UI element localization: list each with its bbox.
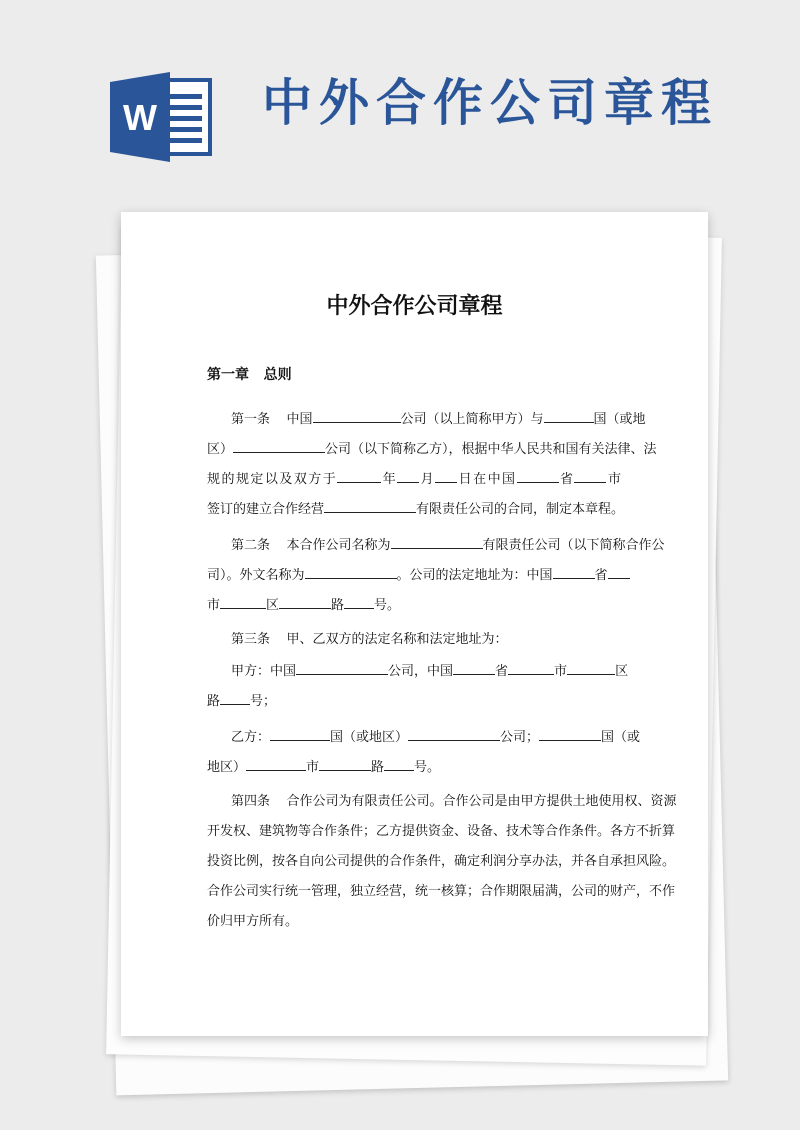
- text-segment: 签订的建立合作经营: [207, 502, 325, 517]
- text-segment: 市: [606, 472, 621, 487]
- fill-in-blank: [397, 468, 419, 483]
- text-segment: 省: [594, 568, 608, 583]
- fill-in-blank: [270, 726, 330, 741]
- fill-in-blank: [337, 468, 381, 483]
- article-4-line-2: [207, 822, 676, 842]
- text-segment: 国（或地区）: [330, 730, 409, 745]
- text-segment: 公司（以下简称乙方），根据中华人民共和国有关法律、法: [325, 442, 657, 457]
- article-4-line-3: [207, 852, 676, 872]
- document-title: 中外合作公司章程: [326, 294, 503, 319]
- text-segment: 第三条 甲、乙双方的法定名称和法定地址为：: [231, 632, 508, 647]
- header-title: 中外合作公司章程: [262, 74, 718, 132]
- fill-in-blank: [544, 408, 594, 423]
- fill-in-blank: [574, 468, 606, 483]
- fill-in-blank: [296, 660, 388, 675]
- text-segment: 有限责任公司（以下简称合作公: [482, 538, 665, 553]
- article-1-line-3: [207, 468, 621, 488]
- text-segment: 地区）: [207, 760, 247, 775]
- fill-in-blank: [319, 756, 371, 771]
- fill-in-blank: [567, 660, 615, 675]
- text-segment: 年: [381, 472, 398, 487]
- text-segment: 公司（以上简称甲方）与: [400, 412, 544, 427]
- article-2-line-3: [207, 594, 621, 614]
- fill-in-blank: [453, 660, 495, 675]
- fill-in-blank: [279, 594, 331, 609]
- article-3-line-5: [207, 756, 621, 776]
- fill-in-blank: [324, 498, 416, 513]
- text-segment: 月: [419, 472, 436, 487]
- text-segment: 第四条 合作公司为有限责任公司。合作公司是由甲方提供土地使用权、资源: [231, 794, 677, 809]
- fill-in-blank: [517, 468, 559, 483]
- fill-in-blank: [435, 468, 457, 483]
- text-segment: 投资比例，按各自向公司提供的合作条件，确定利润分享办法，并各自承担风险。: [207, 854, 676, 869]
- text-segment: 第一条 中国: [231, 412, 313, 427]
- fill-in-blank: [539, 726, 601, 741]
- fill-in-blank: [220, 594, 266, 609]
- text-segment: 甲方：中国: [231, 664, 297, 679]
- text-segment: 第二条 本合作公司名称为: [231, 538, 391, 553]
- article-3-line-4: [231, 726, 641, 746]
- fill-in-blank: [408, 726, 500, 741]
- document-page: [121, 212, 708, 1036]
- text-segment: 号；: [250, 694, 277, 709]
- text-segment: 司）。外文名称为: [207, 568, 305, 583]
- text-segment: 省: [495, 664, 509, 679]
- text-segment: 日在中国: [457, 472, 517, 487]
- article-1-line-4: [207, 498, 625, 518]
- text-segment: 路: [207, 694, 221, 709]
- article-1-line-1: [231, 408, 646, 428]
- text-segment: 省: [558, 472, 575, 487]
- fill-in-blank: [553, 564, 595, 579]
- fill-in-blank: [313, 408, 401, 423]
- fill-in-blank: [220, 690, 250, 705]
- article-3-line-2: [231, 660, 629, 680]
- text-segment: 有限责任公司的合同，制定本章程。: [416, 502, 625, 517]
- text-segment: 号。: [414, 760, 441, 775]
- fill-in-blank: [246, 756, 306, 771]
- text-segment: 国（或地: [593, 412, 646, 427]
- article-4-line-5: [207, 912, 621, 932]
- fill-in-blank: [608, 564, 630, 579]
- article-3-line-1: [231, 630, 621, 650]
- text-segment: 公司，中国: [388, 664, 454, 679]
- text-segment: 市: [306, 760, 320, 775]
- fill-in-blank: [384, 756, 414, 771]
- fill-in-blank: [233, 438, 325, 453]
- fill-in-blank: [344, 594, 374, 609]
- text-segment: 规的规定以及双方于: [207, 472, 338, 487]
- article-4-line-4: [207, 882, 676, 902]
- text-segment: 区）: [207, 442, 234, 457]
- text-segment: 区: [615, 664, 629, 679]
- article-4-line-1: [231, 792, 677, 812]
- chapter-heading: 第一章 总则: [207, 367, 292, 383]
- text-segment: 价归甲方所有。: [207, 914, 299, 929]
- fill-in-blank: [305, 564, 397, 579]
- svg-text:W: W: [123, 97, 157, 138]
- fill-in-blank: [508, 660, 554, 675]
- word-doc-icon: [110, 72, 214, 162]
- article-2-line-1: [231, 534, 665, 554]
- text-segment: 合作公司实行统一管理，独立经营，统一核算；合作期限届满，公司的财产，不作: [207, 884, 676, 899]
- text-segment: 国（或: [601, 730, 641, 745]
- text-segment: 市: [554, 664, 568, 679]
- article-1-line-2: [207, 438, 657, 458]
- header: [0, 0, 800, 200]
- text-segment: 路: [331, 598, 345, 613]
- text-segment: 路: [371, 760, 385, 775]
- text-segment: 开发权、建筑物等合作条件；乙方提供资金、设备、技术等合作条件。各方不折算: [207, 824, 676, 839]
- article-2-line-2: [207, 564, 621, 584]
- text-segment: 乙方：: [231, 730, 271, 745]
- text-segment: 市: [207, 598, 221, 613]
- text-segment: 公司；: [500, 730, 540, 745]
- fill-in-blank: [391, 534, 483, 549]
- text-segment: 区: [266, 598, 280, 613]
- text-segment: 。公司的法定地址为：中国: [396, 568, 553, 583]
- article-3-line-3: [207, 690, 621, 710]
- text-segment: 号。: [374, 598, 401, 613]
